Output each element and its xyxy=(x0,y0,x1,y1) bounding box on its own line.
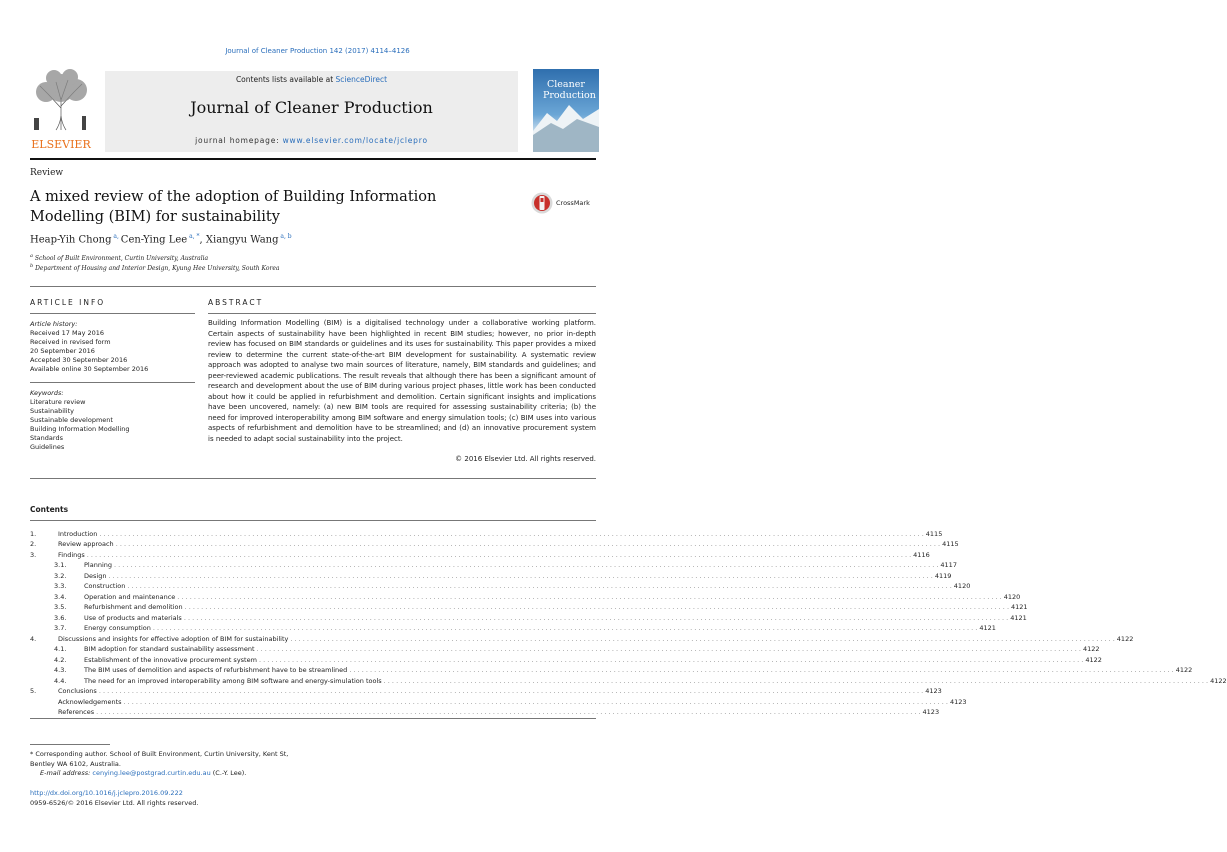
toc-leader-dots: . . . . . . . . . . . . . . . . . . . . . . . . . . . . . . . . . . . . . . . . . . . . . . . . . . . . . . . . . . . . . . . . . . . . . . . . . . . . . . . . . . . . . . . . . . . . . . . . . . . . . . . . . . . . . . . . . . . . . . . . . . . . . . . . . . . . . . . . . . . . . . . . . . . . . . . . . . . . . . . . . . . . . . . . . . . . . . . . . . . . . . . . . . . . . . . . . . . . . . . . xyxy=(184,603,1010,611)
table-of-contents xyxy=(30,527,1227,716)
journal-homepage-link[interactable]: www.elsevier.com/locate/jclepro xyxy=(282,136,428,145)
toc-row[interactable] xyxy=(30,548,930,559)
issn-line: 0959-6526/© 2016 Elsevier Ltd. All rights reserved. xyxy=(30,799,199,807)
toc-label[interactable]: Establishment of the innovative procurement system xyxy=(84,655,257,664)
toc-label[interactable]: Conclusions xyxy=(58,687,97,695)
toc-page-number[interactable]: 4120 xyxy=(953,582,971,590)
article-info-heading: ARTICLE INFO xyxy=(30,298,106,307)
toc-label[interactable]: Findings xyxy=(58,550,85,559)
keyword: Sustainability xyxy=(30,407,75,415)
toc-leader-dots: . . . . . . . . . . . . . . . . . . . . . . . . . . . . . . . . . . . . . . . . . . . . . . . . . . . . . . . . . . . . . . . . . . . . . . . . . . . . . . . . . . . . . . . . . . . . . . . . . . . . . . . . . . . . . . . . . . . . . . . . . . . . . . . . . . . . . . . . . . . . . . . . . . . . . . . . . . . . . . . . . . . . . . . . . . . . . . . . . . . . . . . . . . . . . . . . . . . . . . . . xyxy=(183,613,1009,622)
toc-page-number[interactable]: 4121 xyxy=(979,624,996,632)
elsevier-logo xyxy=(26,68,96,152)
toc-page-number[interactable]: 4122 xyxy=(1175,666,1193,674)
toc-number: 3.6. xyxy=(54,613,67,622)
toc-number: 4. xyxy=(30,634,37,643)
abstract-copyright: © 2016 Elsevier Ltd. All rights reserved. xyxy=(455,455,596,463)
contents-divider xyxy=(30,520,596,521)
doi-link[interactable]: http://dx.doi.org/10.1016/j.jclepro.2016.09.222 xyxy=(30,789,183,797)
journal-citation[interactable]: Journal of Cleaner Production 142 (2017) 4114–4126 xyxy=(225,47,410,55)
toc-leader-dots: . . . . . . . . . . . . . . . . . . . . . . . . . . . . . . . . . . . . . . . . . . . . . . . . . . . . . . . . . . . . . . . . . . . . . . . . . . . . . . . . . . . . . . . . . . . . . . . . . . . . . . . . . . . . . . . . . . . . . . . . . . . . . . . . . . . . . . . . . . . . . . . . . . . . . . . . . . . . . . . . . . . . . . . . . . . . . . . . . . . . . . . . . . . . . . . . . . . . . . . . xyxy=(258,655,1084,664)
toc-page-number[interactable]: 4122 xyxy=(1210,676,1227,685)
article-type: Review xyxy=(30,168,64,178)
cover-title-line1: Cleaner xyxy=(547,79,585,90)
toc-number: 3.4. xyxy=(54,592,67,601)
toc-label[interactable]: BIM adoption for standard sustainability assessment xyxy=(84,645,255,653)
toc-number: 3.3. xyxy=(54,582,67,590)
journal-cover xyxy=(533,69,599,152)
contents-available-line: Contents lists available at ScienceDirect xyxy=(235,75,388,84)
header-divider xyxy=(30,158,596,160)
toc-leader-dots: . . . . . . . . . . . . . . . . . . . . . . . . . . . . . . . . . . . . . . . . . . . . . . . . . . . . . . . . . . . . . . . . . . . . . . . . . . . . . . . . . . . . . . . . . . . . . . . . . . . . . . . . . . . . . . . . . . . . . . . . . . . . . . . . . . . . . . . . . . . . . . . . . . . . . . . . . . . . . . . . . . . . . . . . . . . . . . . . . . . . . . . . . . . . . . . . . . . . . . . . xyxy=(98,687,924,695)
toc-row[interactable] xyxy=(30,590,1021,601)
elsevier-tree-icon xyxy=(26,68,96,152)
toc-page-number[interactable]: 4122 xyxy=(1116,634,1134,643)
toc-number: 1. xyxy=(30,529,37,538)
toc-row[interactable] xyxy=(30,559,957,570)
toc-number: 4.4. xyxy=(54,676,67,685)
toc-label[interactable]: Operation and maintenance xyxy=(84,592,176,601)
author-affiliation-mark[interactable]: a, * xyxy=(187,233,200,240)
toc-leader-dots: . . . . . . . . . . . . . . . . . . . . . . . . . . . . . . . . . . . . . . . . . . . . . . . . . . . . . . . . . . . . . . . . . . . . . . . . . . . . . . . . . . . . . . . . . . . . . . . . . . . . . . . . . . . . . . . . . . . . . . . . . . . . . . . . . . . . . . . . . . . . . . . . . . . . . . . . . . . . . . . . . . . . . . . . . . . . . . . . . . . . . . . . . . . . . . . . . . . . . . . . xyxy=(115,540,941,548)
toc-number: 5. xyxy=(30,687,37,695)
contents-heading: Contents xyxy=(30,505,69,514)
toc-row[interactable] xyxy=(30,706,940,717)
toc-label[interactable]: Construction xyxy=(84,582,126,590)
toc-leader-dots: . . . . . . . . . . . . . . . . . . . . . . . . . . . . . . . . . . . . . . . . . . . . . . . . . . . . . . . . . . . . . . . . . . . . . . . . . . . . . . . . . . . . . . . . . . . . . . . . . . . . . . . . . . . . . . . . . . . . . . . . . . . . . . . . . . . . . . . . . . . . . . . . . . . . . . . . . . . . . . . . . . . . . . . . . . . . . . . . . . . . . . . . . . . . . . . . . . . . . . . . xyxy=(349,666,1174,674)
toc-label[interactable]: Design xyxy=(84,571,107,580)
toc-page-number[interactable]: 4120 xyxy=(1003,592,1021,601)
abstract-divider xyxy=(208,313,596,314)
toc-page-number[interactable]: 4123 xyxy=(922,708,940,716)
toc-number: 2. xyxy=(30,540,37,548)
keyword: Standards xyxy=(30,434,63,442)
keyword: Sustainable development xyxy=(30,416,113,424)
email-link[interactable]: cenying.lee@postgrad.curtin.edu.au xyxy=(92,769,211,777)
toc-page-number[interactable]: 4123 xyxy=(949,697,967,706)
toc-row[interactable] xyxy=(30,527,943,538)
toc-page-number[interactable]: 4115 xyxy=(925,529,943,538)
toc-leader-dots: . . . . . . . . . . . . . . . . . . . . . . . . . . . . . . . . . . . . . . . . . . . . . . . . . . . . . . . . . . . . . . . . . . . . . . . . . . . . . . . . . . . . . . . . . . . . . . . . . . . . . . . . . . . . . . . . . . . . . . . . . . . . . . . . . . . . . . . . . . . . . . . . . . . . . . . . . . . . . . . . . . . . . . . . . . . . . . . . . . . . . . . . . . . . . . . . . . . . . . . . xyxy=(96,708,921,716)
author-name[interactable]: Heap-Yih Chong xyxy=(30,234,112,246)
author-affiliation-mark[interactable]: a, xyxy=(111,233,121,240)
crossmark-badge[interactable] xyxy=(531,191,590,215)
toc-label[interactable]: The need for an improved interoperability among BIM software and energy-simulation tools xyxy=(84,676,382,685)
toc-row[interactable] xyxy=(30,538,959,549)
author-list: Heap-Yih Chong $^{a,}$ Cen-Ying Lee $^{a, *}$, Xiangyu Wang $^{a, b}$ xyxy=(30,233,292,246)
publisher-wordmark: ELSEVIER xyxy=(31,138,91,151)
toc-row[interactable] xyxy=(30,632,1134,643)
toc-leader-dots: . . . . . . . . . . . . . . . . . . . . . . . . . . . . . . . . . . . . . . . . . . . . . . . . . . . . . . . . . . . . . . . . . . . . . . . . . . . . . . . . . . . . . . . . . . . . . . . . . . . . . . . . . . . . . . . . . . . . . . . . . . . . . . . . . . . . . . . . . . . . . . . . . . . . . . . . . . . . . . . . . . . . . . . . . . . . . . . . . . . . . . . . . . . . . . . . . . . . . . . . xyxy=(290,634,1115,643)
toc-leader-dots: . . . . . . . . . . . . . . . . . . . . . . . . . . . . . . . . . . . . . . . . . . . . . . . . . . . . . . . . . . . . . . . . . . . . . . . . . . . . . . . . . . . . . . . . . . . . . . . . . . . . . . . . . . . . . . . . . . . . . . . . . . . . . . . . . . . . . . . . . . . . . . . . . . . . . . . . . . . . . . . . . . . . . . . . . . . . . . . . . . . . . . . . . . . . . . . . . . . . . . . . xyxy=(108,571,933,580)
affiliation-a: $^a$ School of Built Environment, Curtin University, Australia xyxy=(30,253,209,262)
toc-number: 3.7. xyxy=(54,624,67,632)
journal-homepage: journal homepage: www.elsevier.com/locate/jclepro xyxy=(195,136,428,145)
toc-label[interactable]: Introduction xyxy=(58,529,98,538)
history-line: Received in revised form xyxy=(30,338,111,346)
toc-row[interactable] xyxy=(30,611,1027,622)
toc-page-number[interactable]: 4121 xyxy=(1010,613,1027,622)
abstract-bottom-divider xyxy=(30,478,596,479)
toc-label[interactable]: The BIM uses of demolition and aspects of refurbishment have to be streamlined xyxy=(84,666,348,674)
toc-row[interactable] xyxy=(30,643,1100,654)
toc-leader-dots: . . . . . . . . . . . . . . . . . . . . . . . . . . . . . . . . . . . . . . . . . . . . . . . . . . . . . . . . . . . . . . . . . . . . . . . . . . . . . . . . . . . . . . . . . . . . . . . . . . . . . . . . . . . . . . . . . . . . . . . . . . . . . . . . . . . . . . . . . . . . . . . . . . . . . . . . . . . . . . . . . . . . . . . . . . . . . . . . . . . . . . . . . . . . . . . . . . . . . . . . xyxy=(123,697,948,706)
toc-row[interactable] xyxy=(30,569,952,580)
history-line: Available online 30 September 2016 xyxy=(30,365,149,373)
toc-leader-dots: . . . . . . . . . . . . . . . . . . . . . . . . . . . . . . . . . . . . . . . . . . . . . . . . . . . . . . . . . . . . . . . . . . . . . . . . . . . . . . . . . . . . . . . . . . . . . . . . . . . . . . . . . . . . . . . . . . . . . . . . . . . . . . . . . . . . . . . . . . . . . . . . . . . . . . . . . . . . . . . . . . . . . . . . . . . . . . . . . . . . . . . . . . . . . . . . . . . . . . . . xyxy=(127,582,952,590)
toc-row[interactable] xyxy=(30,685,942,696)
toc-label[interactable]: Energy consumption xyxy=(84,624,151,632)
keyword: Literature review xyxy=(30,398,86,406)
toc-leader-dots: . . . . . . . . . . . . . . . . . . . . . . . . . . . . . . . . . . . . . . . . . . . . . . . . . . . . . . . . . . . . . . . . . . . . . . . . . . . . . . . . . . . . . . . . . . . . . . . . . . . . . . . . . . . . . . . . . . . . . . . . . . . . . . . . . . . . . . . . . . . . . . . . . . . . . . . . . . . . . . . . . . . . . . . . . . . . . . . . . . . . . . . . . . . . . . . . . . . . . . . . xyxy=(177,592,1002,601)
sciencedirect-link[interactable]: ScienceDirect xyxy=(335,75,388,84)
keyword: Building Information Modelling xyxy=(30,425,130,433)
toc-leader-dots: . . . . . . . . . . . . . . . . . . . . . . . . . . . . . . . . . . . . . . . . . . . . . . . . . . . . . . . . . . . . . . . . . . . . . . . . . . . . . . . . . . . . . . . . . . . . . . . . . . . . . . . . . . . . . . . . . . . . . . . . . . . . . . . . . . . . . . . . . . . . . . . . . . . . . . . . . . . . . . . . . . . . . . . . . . . . . . . . . . . . . . . . . . . . . . . . . . . . . . . . xyxy=(383,676,1209,685)
toc-number: 3.1. xyxy=(54,561,67,569)
toc-page-number[interactable]: 4119 xyxy=(934,571,952,580)
cover-mountain-icon xyxy=(533,69,599,152)
toc-page-number[interactable]: 4116 xyxy=(913,550,930,559)
article-history: Article history: Received 17 May 2016 Received in revised form 20 September 2016 Accepted 30 September 2016 Available online 30 September 2016 xyxy=(30,320,200,374)
toc-row[interactable] xyxy=(30,601,1028,612)
toc-page-number[interactable]: 4117 xyxy=(940,561,957,569)
toc-number: 3. xyxy=(30,550,37,559)
toc-number: 4.1. xyxy=(54,645,67,653)
author-name[interactable]: Cen-Ying Lee xyxy=(120,234,188,246)
toc-leader-dots: . . . . . . . . . . . . . . . . . . . . . . . . . . . . . . . . . . . . . . . . . . . . . . . . . . . . . . . . . . . . . . . . . . . . . . . . . . . . . . . . . . . . . . . . . . . . . . . . . . . . . . . . . . . . . . . . . . . . . . . . . . . . . . . . . . . . . . . . . . . . . . . . . . . . . . . . . . . . . . . . . . . . . . . . . . . . . . . . . . . . . . . . . . . . . . . . . . . . . . . . xyxy=(86,550,912,559)
toc-number: 3.5. xyxy=(54,603,67,611)
article-title: A mixed review of the adoption of Building Information Modelling (BIM) for sustainability xyxy=(30,189,437,225)
toc-label[interactable]: Acknowledgements xyxy=(58,697,122,706)
history-line: 20 September 2016 xyxy=(30,347,95,355)
toc-row[interactable] xyxy=(30,580,971,591)
toc-leader-dots: . . . . . . . . . . . . . . . . . . . . . . . . . . . . . . . . . . . . . . . . . . . . . . . . . . . . . . . . . . . . . . . . . . . . . . . . . . . . . . . . . . . . . . . . . . . . . . . . . . . . . . . . . . . . . . . . . . . . . . . . . . . . . . . . . . . . . . . . . . . . . . . . . . . . . . . . . . . . . . . . . . . . . . . . . . . . . . . . . . . . . . . . . . . . . . . . . . . . . . . . xyxy=(99,529,924,538)
toc-page-number[interactable]: 4122 xyxy=(1085,655,1102,664)
toc-row[interactable] xyxy=(30,674,1227,685)
toc-number: 4.2. xyxy=(54,655,67,664)
authors-divider xyxy=(30,286,596,287)
abstract-text: Building Information Modelling (BIM) is a digitalised technology under a collaborative working platform. Certain aspects of sustainability have been highlighted in recent BIM studies; however, no prior in-depth review has focused on BIM standards or guidelines and its uses for sustainability. This paper provides a mixed review to determine the current state-of-the-art BIM development for sustainability. A systematic review approach was adopted to analyse two main sources of literature, namely, BIM standards and guidelines; and peer-reviewed academic publications. The result reveals that although there has been a significant amount of research and development about the use of BIM during various project phases, little work has been conducted about how it could be applied in refurbishment and demolition. Certain significant insights and implications have been uncovered, namely: (a) new BIM tools are required for assessing sustainability criteria; (b) the need for improved interoperability among BIM software and energy simulation tools; (c) BIM uses into various aspects of refurbishment and demolition have to be streamlined; and (d) an innovative procurement system is needed to adapt social sustainability into the project. xyxy=(208,319,596,443)
cover-title-line2: Production xyxy=(543,90,596,101)
keyword: Guidelines xyxy=(30,443,65,451)
toc-number: 4.3. xyxy=(54,666,67,674)
crossmark-icon xyxy=(531,191,553,215)
toc-label[interactable]: Use of products and materials xyxy=(84,613,182,622)
affiliation-b: $^b$ Department of Housing and Interior Design, Kyung Hee University, South Korea xyxy=(30,263,280,272)
footnote-divider xyxy=(30,744,110,745)
toc-row[interactable] xyxy=(30,622,996,633)
history-line: Accepted 30 September 2016 xyxy=(30,356,128,364)
toc-row[interactable] xyxy=(30,695,967,706)
history-divider xyxy=(30,382,195,383)
keywords: Keywords: Literature review Sustainability Sustainable development Building Information Modelling Standards Guidelines xyxy=(30,389,200,452)
article-info-divider xyxy=(30,313,195,314)
corresponding-author-footnote: * Corresponding author. School of Built Environment, Curtin University, Kent St, Bentley WA 6102, Australia. E-mail address: cenying.lee@postgrad.curtin.edu.au (C.-Y. Lee). xyxy=(30,750,289,777)
toc-label[interactable]: Discussions and insights for effective adoption of BIM for sustainability xyxy=(58,634,289,643)
toc-row[interactable] xyxy=(30,664,1193,675)
toc-number: 3.2. xyxy=(54,571,67,580)
contents-bottom-divider xyxy=(30,718,596,719)
toc-page-number[interactable]: 4115 xyxy=(942,540,959,548)
crossmark-label: CrossMark xyxy=(556,199,590,207)
author-name[interactable]: Xiangyu Wang xyxy=(205,234,279,246)
author-affiliation-mark[interactable]: a, b xyxy=(278,233,292,240)
toc-leader-dots: . . . . . . . . . . . . . . . . . . . . . . . . . . . . . . . . . . . . . . . . . . . . . . . . . . . . . . . . . . . . . . . . . . . . . . . . . . . . . . . . . . . . . . . . . . . . . . . . . . . . . . . . . . . . . . . . . . . . . . . . . . . . . . . . . . . . . . . . . . . . . . . . . . . . . . . . . . . . . . . . . . . . . . . . . . . . . . . . . . . . . . . . . . . . . . . . . . . . . . . . xyxy=(256,645,1081,653)
abstract-heading: ABSTRACT xyxy=(208,298,264,307)
toc-page-number[interactable]: 4123 xyxy=(925,687,942,695)
history-line: Received 17 May 2016 xyxy=(30,329,105,337)
toc-page-number[interactable]: 4121 xyxy=(1011,603,1028,611)
toc-label[interactable]: Review approach xyxy=(58,540,114,548)
journal-title: Journal of Cleaner Production xyxy=(190,98,433,117)
toc-label[interactable]: Refurbishment and demolition xyxy=(84,603,183,611)
toc-label[interactable]: Planning xyxy=(84,561,112,569)
toc-page-number[interactable]: 4122 xyxy=(1082,645,1100,653)
toc-leader-dots: . . . . . . . . . . . . . . . . . . . . . . . . . . . . . . . . . . . . . . . . . . . . . . . . . . . . . . . . . . . . . . . . . . . . . . . . . . . . . . . . . . . . . . . . . . . . . . . . . . . . . . . . . . . . . . . . . . . . . . . . . . . . . . . . . . . . . . . . . . . . . . . . . . . . . . . . . . . . . . . . . . . . . . . . . . . . . . . . . . . . . . . . . . . . . . . . . . . . . . . . xyxy=(114,561,939,569)
toc-row[interactable] xyxy=(30,653,1102,664)
toc-leader-dots: . . . . . . . . . . . . . . . . . . . . . . . . . . . . . . . . . . . . . . . . . . . . . . . . . . . . . . . . . . . . . . . . . . . . . . . . . . . . . . . . . . . . . . . . . . . . . . . . . . . . . . . . . . . . . . . . . . . . . . . . . . . . . . . . . . . . . . . . . . . . . . . . . . . . . . . . . . . . . . . . . . . . . . . . . . . . . . . . . . . . . . . . . . . . . . . . . . . . . . . . xyxy=(152,624,978,632)
toc-label[interactable]: References xyxy=(58,708,95,716)
